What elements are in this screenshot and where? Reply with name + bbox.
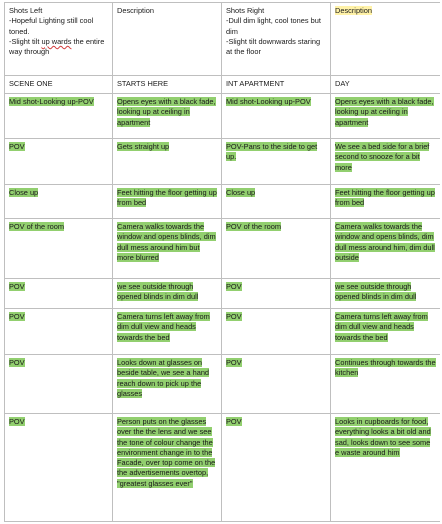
description-right-cell: Opens eyes with a black fade, looking up at ceiling in apartment: [331, 94, 441, 139]
shot-right-cell: POV: [222, 355, 331, 414]
description-left-cell: Camera turns left away from dim dull view and heads towards the bed: [113, 309, 222, 355]
description-left-cell: Camera walks towards the window and opens blinds, dim dull mess around him but more blurred: [113, 219, 222, 279]
shot-right-cell: POV: [222, 279, 331, 309]
shot-right-cell: POV: [222, 414, 331, 522]
table-row: [5, 219, 441, 279]
description-right-cell: we see outside through opened blinds in dim dull: [331, 279, 441, 309]
shot-left-cell: Close up: [5, 185, 113, 219]
table-row: [5, 139, 441, 185]
shot-left-cell: POV: [5, 139, 113, 185]
shot-right-cell: POV-Pans to the side to get up.: [222, 139, 331, 185]
description-left-cell: Person puts on the glasses over the the lens and we see the tone of colour change the environment change in to the Facade, over top come on the the advertisements overtop, "greatest glasses ever": [113, 414, 222, 522]
shot-left-cell: POV: [5, 414, 113, 522]
description-right-cell: Camera walks towards the window and opens blinds, dim dull mess around him, dim dull outside: [331, 219, 441, 279]
table-row: [5, 414, 441, 522]
table-row: [5, 94, 441, 139]
description-right-cell: Continues through towards the kitchen: [331, 355, 441, 414]
shot-left-cell: POV: [5, 309, 113, 355]
table-row: [5, 279, 441, 309]
description-right-cell: Camera turns left away from dim dull view and heads towards the bed: [331, 309, 441, 355]
description-right-cell: Looks in cupboards for food, everything looks a bit old and sad, looks down to see some e waste around him: [331, 414, 441, 522]
shot-right-cell: Close up: [222, 185, 331, 219]
scene-cell: DAY: [331, 76, 441, 94]
scene-cell: SCENE ONE: [5, 76, 113, 94]
shot-list-table: [4, 2, 440, 522]
shot-left-cell: POV of the room: [5, 219, 113, 279]
header-shots-right: Shots Right -Dull dim light, cool tones but dim -Slight tilt downwards staring at the floor: [222, 3, 331, 76]
shot-left-cell: POV: [5, 355, 113, 414]
header-row: [5, 3, 441, 76]
shot-right-cell: POV of the room: [222, 219, 331, 279]
table-row: [5, 309, 441, 355]
storyboard-document: [4, 2, 440, 524]
scene-cell: INT APARTMENT: [222, 76, 331, 94]
table-row: [5, 355, 441, 414]
description-left-cell: Gets straight up: [113, 139, 222, 185]
shot-right-cell: Mid shot-Looking up-POV: [222, 94, 331, 139]
header-shots-left: Shots Left -Hopeful Lighting still cool toned. -Slight tilt up wards the entire way through: [5, 3, 113, 76]
shot-left-cell: Mid shot-Looking up-POV: [5, 94, 113, 139]
description-left-cell: Opens eyes with a black fade, looking up at ceiling in apartment: [113, 94, 222, 139]
scene-row: [5, 76, 441, 94]
table-row: [5, 185, 441, 219]
description-left-cell: Looks down at glasses on beside table, we see a hand reach down to pick up the glasses: [113, 355, 222, 414]
scene-cell: STARTS HERE: [113, 76, 222, 94]
description-right-cell: Feet hitting the floor getting up from bed: [331, 185, 441, 219]
header-description-right: Description: [331, 3, 441, 76]
header-description-left: Description: [113, 3, 222, 76]
description-left-cell: we see outside through opened blinds in dim dull: [113, 279, 222, 309]
description-left-cell: Feet hitting the floor getting up from bed: [113, 185, 222, 219]
shot-right-cell: POV: [222, 309, 331, 355]
description-right-cell: We see a bed side for a brief second to snooze for a bit more: [331, 139, 441, 185]
shot-left-cell: POV: [5, 279, 113, 309]
